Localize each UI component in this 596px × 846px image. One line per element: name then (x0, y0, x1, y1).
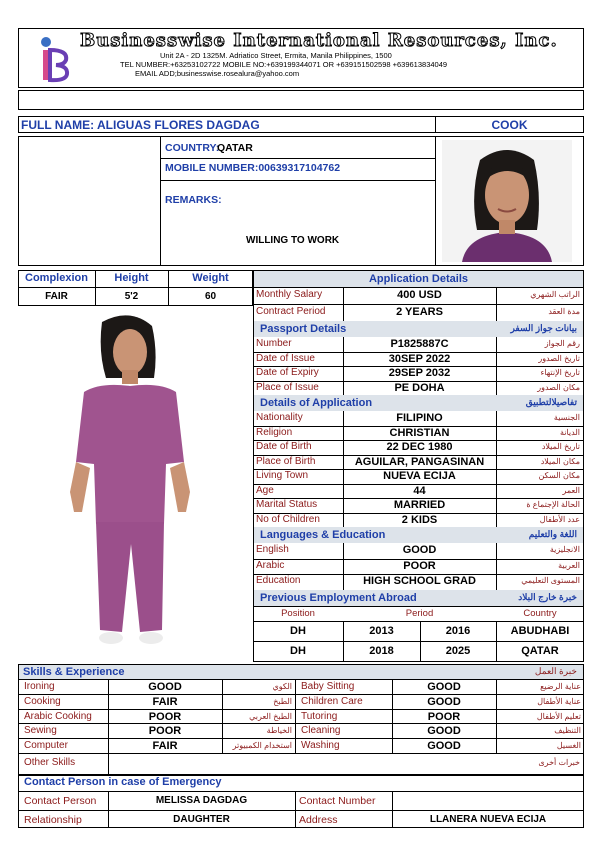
applicant-face-photo (442, 140, 572, 262)
languages-section-title: Languages & Education (260, 529, 386, 541)
emergency-relationship-label: Relationship (24, 814, 82, 826)
language-label-ar: المستوى التعليمي (521, 576, 580, 585)
skill-col-divider (295, 738, 296, 753)
application-label: Age (256, 484, 274, 496)
skill-right-value: GOOD (427, 725, 461, 738)
skills-section-title: Skills & Experience (23, 666, 125, 678)
language-label: Arabic (256, 559, 285, 571)
skill-right-value: GOOD (427, 695, 461, 708)
blank-band (18, 90, 584, 110)
employment-to: 2016 (445, 625, 471, 637)
application-section-title-ar: تفاصيلالتطبيق (525, 397, 577, 407)
skill-left-label: Computer (24, 740, 68, 752)
passport-label: Date of Issue (256, 352, 315, 364)
passport-col-divider (496, 352, 497, 367)
agency-address: Unit 2A - 2D 1325M. Adriatico Street, Ermita, Manila Philippines, 1500 (160, 51, 392, 60)
employment-row-divider (253, 661, 584, 662)
height-header: Height (114, 272, 149, 284)
skill-col-divider (295, 679, 296, 694)
application-col-divider (496, 455, 497, 470)
remarks-value: WILLING TO WORK (246, 235, 340, 246)
skill-left-label-ar: استخدام الكمبيوتر (232, 741, 292, 751)
other-skills-label: Other Skills (24, 757, 76, 768)
skill-right-label-ar: تعليم الأطفال (536, 711, 581, 721)
agency-name: Businesswise International Resources, Inc. (80, 30, 558, 51)
application-label-ar: الحالة الإجتماع ة (526, 500, 580, 509)
passport-label-ar: رقم الجواز (544, 339, 580, 348)
passport-label: Date of Expiry (256, 367, 319, 378)
language-label: Education (256, 575, 301, 586)
language-col-divider (496, 559, 497, 575)
full-name: FULL NAME: ALIGUAS FLORES DAGDAG (21, 118, 260, 132)
passport-value: PE DOHA (394, 381, 445, 394)
passport-label-ar: تاريخ الإنتهاء (540, 368, 580, 377)
height-value: 5'2 (124, 291, 139, 302)
application-label-ar: عدد الأطفال (539, 514, 580, 524)
application-value: CHRISTIAN (389, 426, 450, 439)
application-label: Marital Status (256, 499, 318, 510)
skill-row-divider (18, 753, 584, 754)
languages-section-title-ar: اللغة والتعليم (528, 529, 577, 539)
language-col-divider (496, 574, 497, 590)
passport-col-divider (496, 381, 497, 396)
skill-right-label: Cleaning (301, 725, 341, 737)
application-label: Nationality (256, 412, 303, 423)
passport-section-title-ar: بيانات جواز السفر (510, 323, 577, 333)
passport-col-divider (496, 366, 497, 381)
skill-right-label-ar: الغسيل (556, 741, 581, 751)
skill-col-divider (496, 709, 497, 724)
application-col-divider (496, 440, 497, 455)
language-label: English (256, 544, 289, 555)
skill-right-label-ar: التنظيف (554, 726, 581, 736)
emergency-relationship-value: DAUGHTER (173, 814, 230, 825)
country-value: QATAR (217, 142, 253, 154)
emergency-section-title: Contact Person in case of Emergency (24, 776, 222, 788)
application-label: Date of Birth (256, 441, 312, 452)
skill-left-label: Arabic Cooking (24, 710, 92, 722)
passport-value: 30SEP 2022 (388, 352, 451, 365)
skill-left-label: Sewing (24, 725, 57, 737)
skill-row-divider (18, 738, 584, 739)
application-value: NUEVA ECIJA (383, 470, 456, 482)
skill-left-label-ar: الكوي (272, 682, 292, 691)
app-detail-label-ar: الراتب الشهري (530, 290, 580, 299)
application-label-ar: تاريخ الميلاد (541, 442, 580, 451)
skill-right-label-ar: عناية الأطفال (537, 696, 581, 706)
skill-left-value: FAIR (152, 695, 178, 708)
employment-section-title-ar: خبرة خارج البلاد (518, 592, 577, 602)
emergency-contact-value: MELISSA DAGDAG (155, 795, 248, 806)
agency-phone: TEL NUMBER:+63253102722 MOBILE NO:+639199344071 OR +639151502598 +639613834049 (120, 60, 448, 69)
complexion-value: FAIR (45, 291, 68, 302)
app-detail-label-ar: مدة العقد (548, 307, 580, 316)
employment-position: DH (290, 625, 306, 637)
employment-country: ABUDHABI (510, 625, 570, 637)
passport-col-divider (496, 337, 497, 352)
skill-col-divider (295, 694, 296, 709)
application-col-divider (496, 484, 497, 499)
language-label-ar: العربية (558, 560, 580, 570)
skill-col-divider (295, 709, 296, 724)
employment-col-position: Position (281, 608, 315, 619)
skill-col-divider (108, 753, 109, 774)
passport-value: 29SEP 2032 (388, 367, 451, 379)
application-value: 22 DEC 1980 (386, 441, 453, 453)
passport-section-title: Passport Details (260, 323, 347, 335)
skill-left-label: Ironing (24, 681, 55, 692)
application-col-divider (496, 498, 497, 513)
skill-left-value: GOOD (148, 681, 182, 693)
application-value: 44 (413, 484, 426, 497)
emergency-number-label: Contact Number (299, 795, 376, 807)
application-col-divider (496, 469, 497, 484)
skill-left-value: FAIR (152, 740, 178, 753)
applicant-full-body-photo (60, 312, 200, 660)
app-detail-label: Monthly Salary (256, 289, 323, 300)
employment-col-period: Period (405, 608, 434, 619)
skill-col-divider (295, 723, 296, 738)
skill-left-label-ar: الطبخ (273, 696, 292, 706)
employment-country: QATAR (521, 645, 559, 657)
employment-section-title: Previous Employment Abroad (260, 592, 417, 604)
skill-right-label: Children Care (301, 695, 363, 707)
other-skills-label-ar: خبرات أخرى (538, 758, 580, 767)
skill-left-label: Cooking (24, 695, 61, 707)
skill-right-label: Washing (301, 740, 340, 752)
application-label-ar: مكان الميلاد (540, 456, 580, 466)
emergency-contact-label: Contact Person (24, 795, 97, 807)
application-col-divider (496, 426, 497, 441)
emergency-address-label: Address (299, 814, 338, 826)
skill-right-value: GOOD (427, 740, 461, 753)
skill-col-divider (222, 709, 223, 724)
skills-section-title-ar: خبرة العمل (534, 666, 577, 676)
app-detail-label: Contract Period (256, 306, 326, 317)
language-value: GOOD (402, 544, 437, 556)
skill-right-label-ar: عناية الرضيع (540, 682, 581, 691)
application-label-ar: العمر (562, 485, 580, 495)
skill-col-divider (496, 723, 497, 738)
application-value: FILIPINO (396, 412, 443, 424)
passport-label-ar: مكان الصدور (537, 382, 580, 392)
complexion-header: Complexion (25, 272, 88, 284)
application-label: Living Town (256, 470, 309, 481)
skill-col-divider (222, 694, 223, 709)
application-label: Religion (256, 426, 293, 438)
skill-row-divider (18, 709, 584, 710)
application-label: Place of Birth (256, 455, 316, 467)
app-detail-value: 400 USD (397, 289, 442, 301)
remarks-label: REMARKS: (165, 194, 222, 206)
language-value: POOR (403, 559, 436, 572)
agency-email: EMAIL ADD;businesswise.rosealura@yahoo.com (135, 69, 300, 78)
application-label-ar: الديانة (559, 427, 580, 437)
employment-to: 2025 (445, 645, 471, 657)
application-section-title: Details of Application (260, 397, 373, 409)
application-value: MARRIED (393, 499, 446, 511)
application-details-title: Application Details (368, 273, 469, 285)
employment-from: 2018 (369, 645, 394, 657)
weight-value: 60 (204, 291, 217, 302)
skill-left-label-ar: الخياطة (266, 726, 292, 736)
application-label: No of Children (256, 513, 320, 525)
language-col-divider (496, 543, 497, 559)
skill-col-divider (496, 694, 497, 709)
passport-label-ar: تاريخ الصدور (538, 353, 580, 363)
skill-col-divider (222, 679, 223, 694)
skill-col-divider (496, 738, 497, 753)
position-applied: COOK (491, 118, 528, 132)
app-detail-row-divider (253, 304, 584, 305)
language-value: HIGH SCHOOL GRAD (363, 575, 476, 587)
skill-right-label: Baby Sitting (301, 681, 355, 692)
skill-left-value: POOR (148, 710, 182, 723)
agency-logo (38, 34, 70, 84)
employment-row-divider (253, 641, 584, 642)
app-detail-col-divider (496, 287, 497, 304)
app-detail-value: 2 YEARS (396, 306, 443, 318)
skill-row-divider (18, 723, 584, 724)
application-label-ar: الجنسية (553, 413, 580, 422)
country-label: COUNTRY: (165, 142, 220, 154)
skill-left-label-ar: الطبخ العربي (249, 711, 292, 721)
application-value: AGUILAR, PANGASINAN (354, 455, 485, 468)
employment-col-country: Country (523, 608, 557, 619)
passport-label: Place of Issue (256, 381, 319, 393)
skill-right-value: GOOD (427, 681, 461, 693)
skill-col-divider (496, 679, 497, 694)
skill-row-divider (18, 694, 584, 695)
app-detail-col-divider (496, 304, 497, 321)
emergency-address-value: LLANERA NUEVA ECIJA (429, 814, 547, 825)
skill-right-label: Tutoring (301, 710, 338, 722)
weight-header: Weight (192, 272, 229, 284)
employment-from: 2013 (369, 625, 394, 637)
skill-col-divider (222, 738, 223, 753)
skill-col-divider (222, 723, 223, 738)
application-col-divider (496, 411, 497, 426)
application-col-divider (496, 513, 497, 528)
skill-right-value: POOR (427, 710, 461, 723)
passport-value: P1825887C (390, 338, 449, 350)
skill-left-value: POOR (148, 725, 182, 738)
employment-position: DH (290, 645, 306, 657)
mobile-number: MOBILE NUMBER:00639317104762 (165, 162, 341, 174)
passport-label: Number (256, 338, 292, 349)
language-label-ar: الانجليزية (549, 545, 580, 554)
application-value: 2 KIDS (401, 513, 438, 526)
application-label-ar: مكان السكن (538, 471, 580, 480)
